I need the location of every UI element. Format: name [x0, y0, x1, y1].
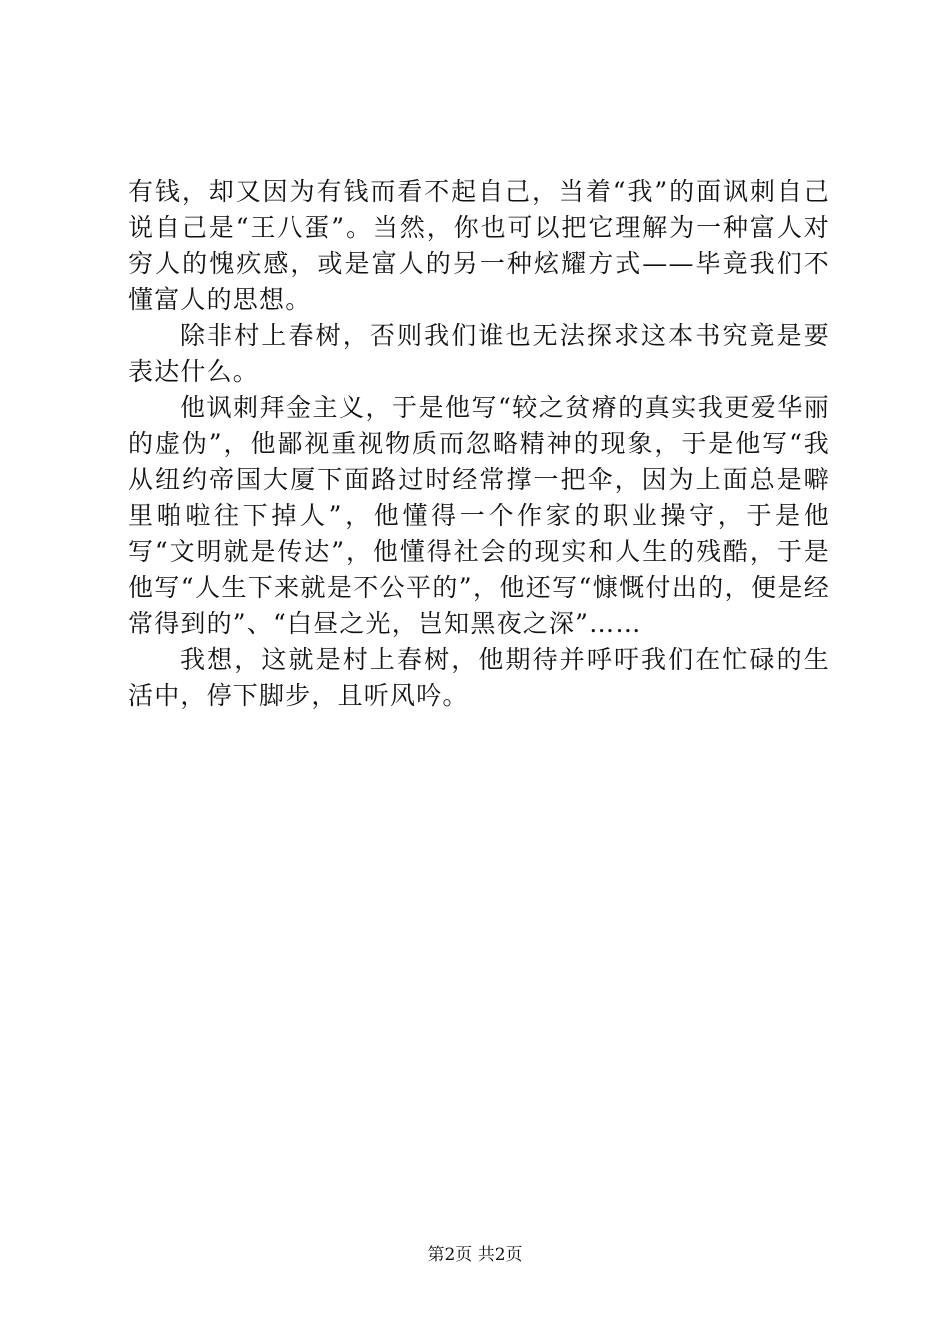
paragraph: 我想，这就是村上春树，他期待并呼吁我们在忙碌的生活中，停下脚步，且听风吟。 — [128, 645, 830, 710]
paragraph: 除非村上春树，否则我们谁也无法探求这本书究竟是要表达什么。 — [128, 321, 830, 386]
paragraph: 他讽刺拜金主义，于是他写“较之贫瘠的真实我更爱华丽的虚伪”，他鄙视重视物质而忽略精神的现象，于是他写“我从纽约帝国大厦下面路过时经常撑一把伞，因为上面总是噼里啪啦往下掉人”，他懂得一个作家的职业操守，于是他写“文明就是传达”，他懂得社会的现实和人生的残酷，于是他写“人生下来就是不公平的”，他还写“慷慨付出的，便是经常得到的”、“白昼之光，岂知黑夜之深”…… — [128, 393, 830, 638]
paragraph-continuation: 有钱，却又因为有钱而看不起自己，当着“我”的面讽刺自己说自己是“王八蛋”。当然，你也可以把它理解为一种富人对穷人的愧疚感，或是富人的另一种炫耀方式——毕竟我们不懂富人的思想。 — [128, 177, 830, 314]
page-number-footer: 第2页 共2页 — [427, 1245, 523, 1265]
body-text — [128, 174, 830, 714]
